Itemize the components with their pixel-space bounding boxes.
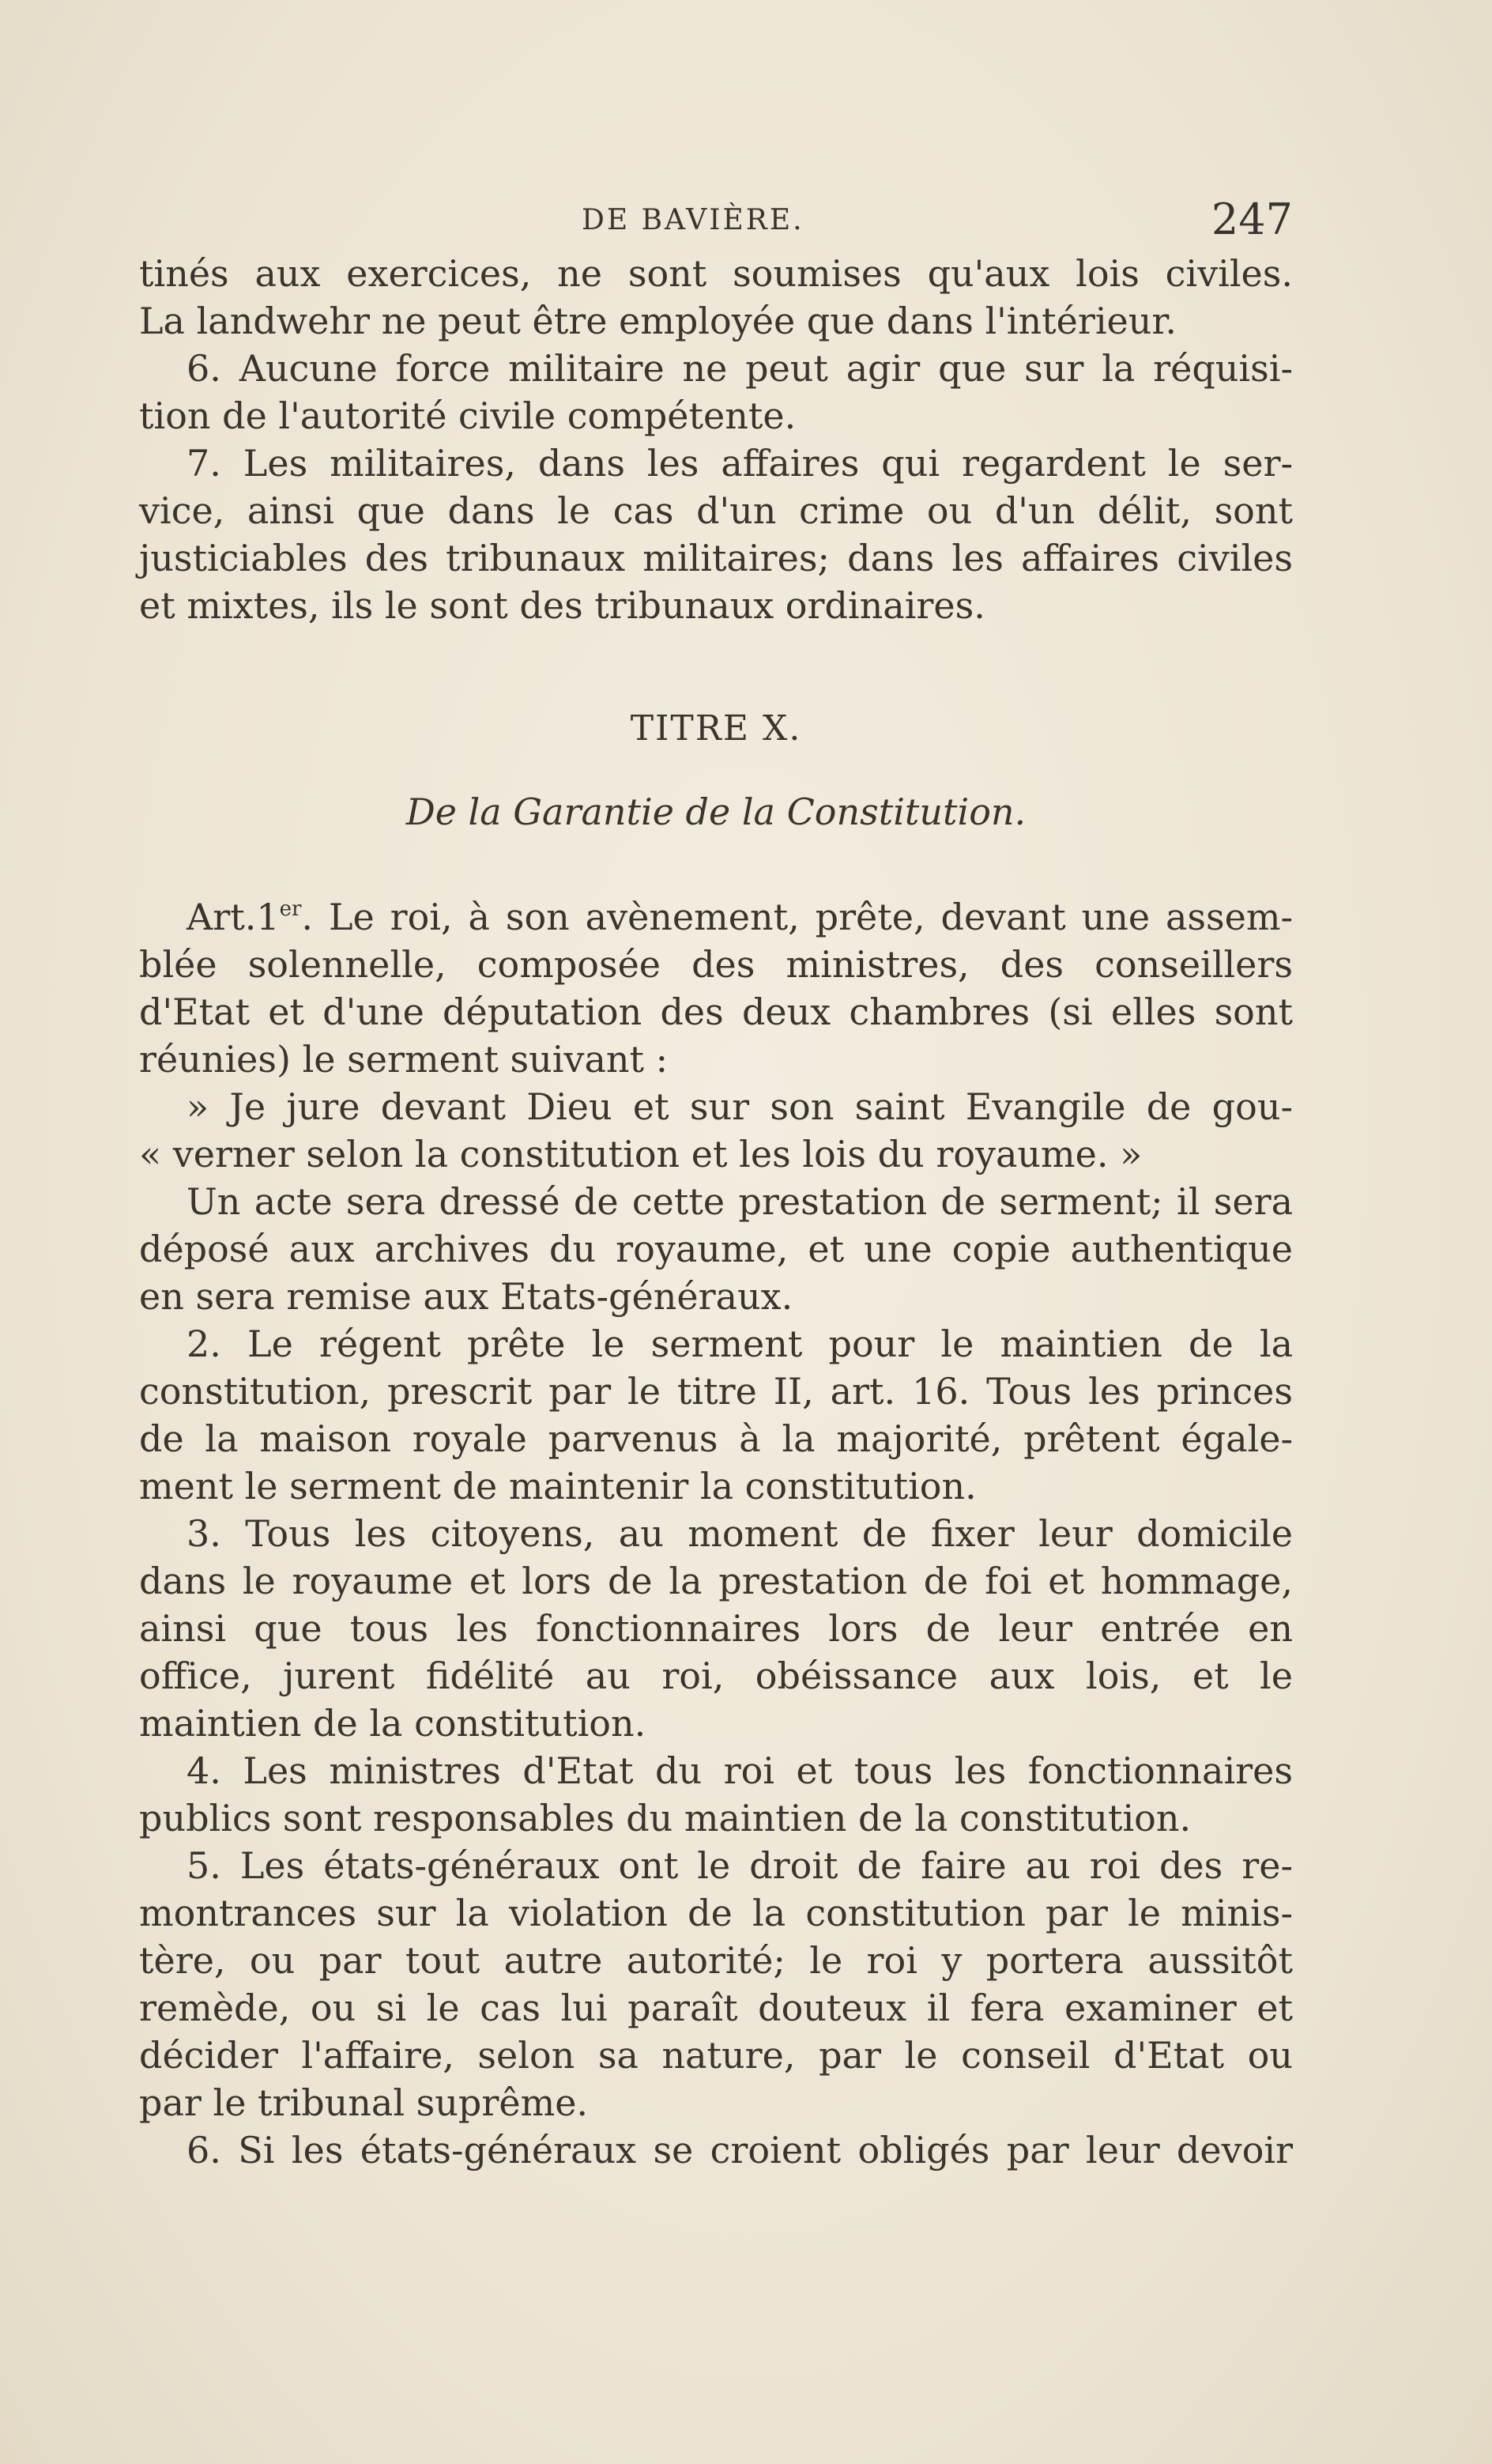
article-superscript: er bbox=[279, 897, 302, 921]
text-line: 7. Les militaires, dans les affaires qui regardent le ser- bbox=[186, 442, 1293, 485]
paragraphs-military bbox=[139, 250, 1293, 629]
text-line: de la maison royale parvenus à la majorité, prêtent égale- bbox=[139, 1417, 1293, 1460]
running-head: DE BAVIÈRE. bbox=[582, 204, 804, 236]
oath-line: » Je jure devant Dieu et sur son saint Evangile de gou- bbox=[186, 1085, 1293, 1128]
text-line: tère, ou par tout autre autorité; le roi y portera aussitôt bbox=[139, 1939, 1293, 1982]
text-line: 4. Les ministres d'Etat du roi et tous les fonctionnaires bbox=[186, 1749, 1293, 1792]
article-label: Art.1 bbox=[186, 896, 280, 938]
page-header bbox=[139, 194, 1293, 242]
text-line: office, jurent fidélité au roi, obéissance aux lois, et le bbox=[139, 1655, 1293, 1697]
text-line: 2. Le régent prête le serment pour le maintien de la bbox=[186, 1323, 1293, 1365]
text-line: constitution, prescrit par le titre II, art. 16. Tous les princes bbox=[139, 1370, 1293, 1413]
text-line: en sera remise aux Etats-généraux. bbox=[139, 1275, 793, 1318]
section-title: TITRE X. bbox=[630, 708, 802, 749]
text-line: par le tribunal suprême. bbox=[139, 2081, 589, 2124]
text-line: 6. Si les états-généraux se croient obligés par leur devoir bbox=[186, 2129, 1293, 2172]
text-line: La landwehr ne peut être employée que dans l'intérieur. bbox=[139, 300, 1177, 342]
text-line: d'Etat et d'une députation des deux chambres (si elles sont bbox=[139, 991, 1293, 1033]
text-line: 6. Aucune force militaire ne peut agir que sur la réquisi- bbox=[186, 347, 1293, 390]
oath-line: « verner selon la constitution et les lois du royaume. » bbox=[139, 1133, 1143, 1175]
text-line: Un acte sera dressé de cette prestation de serment; il sera bbox=[186, 1180, 1293, 1223]
text-line: dans le royaume et lors de la prestation de foi et hommage, bbox=[139, 1560, 1293, 1602]
text-line: publics sont responsables du maintien de la constitution. bbox=[139, 1797, 1192, 1840]
text-line: 3. Tous les citoyens, au moment de fixer leur domicile bbox=[186, 1512, 1293, 1555]
paragraphs-garantie bbox=[139, 893, 1293, 2174]
text-line: décider l'affaire, selon sa nature, par le conseil d'Etat ou bbox=[139, 2034, 1293, 2077]
text-line: ment le serment de maintenir la constitution. bbox=[139, 1465, 977, 1507]
text-line: justiciables des tribunaux militaires; dans les affaires civiles bbox=[139, 537, 1293, 579]
text-line: réunies) le serment suivant : bbox=[139, 1038, 669, 1081]
text-line: maintien de la constitution. bbox=[139, 1702, 646, 1745]
text-line: montrances sur la violation de la constitution par le minis- bbox=[139, 1892, 1293, 1934]
text-line: et mixtes, ils le sont des tribunaux ordinaires. bbox=[139, 584, 985, 627]
text-line: tion de l'autorité civile compétente. bbox=[139, 394, 797, 437]
text-line: déposé aux archives du royaume, et une copie authentique bbox=[139, 1228, 1293, 1270]
text-line: 5. Les états-généraux ont le droit de faire au roi des re- bbox=[186, 1844, 1293, 1887]
article-first-line-text: . Le roi, à son avènement, prête, devant une assem- bbox=[301, 896, 1293, 938]
text-line: remède, ou si le cas lui paraît douteux il fera examiner et bbox=[139, 1987, 1293, 2029]
text-line: ainsi que tous les fonctionnaires lors de leur entrée en bbox=[139, 1607, 1293, 1650]
section-subtitle: De la Garantie de la Constitution. bbox=[405, 791, 1027, 833]
article-first-line bbox=[139, 893, 1293, 941]
text-line: tinés aux exercices, ne sont soumises qu'aux lois civiles. bbox=[139, 252, 1293, 295]
text-line: blée solennelle, composée des ministres, des conseillers bbox=[139, 943, 1293, 986]
text-line: vice, ainsi que dans le cas d'un crime ou d'un délit, sont bbox=[139, 489, 1293, 532]
page-number: 247 bbox=[1211, 194, 1293, 244]
